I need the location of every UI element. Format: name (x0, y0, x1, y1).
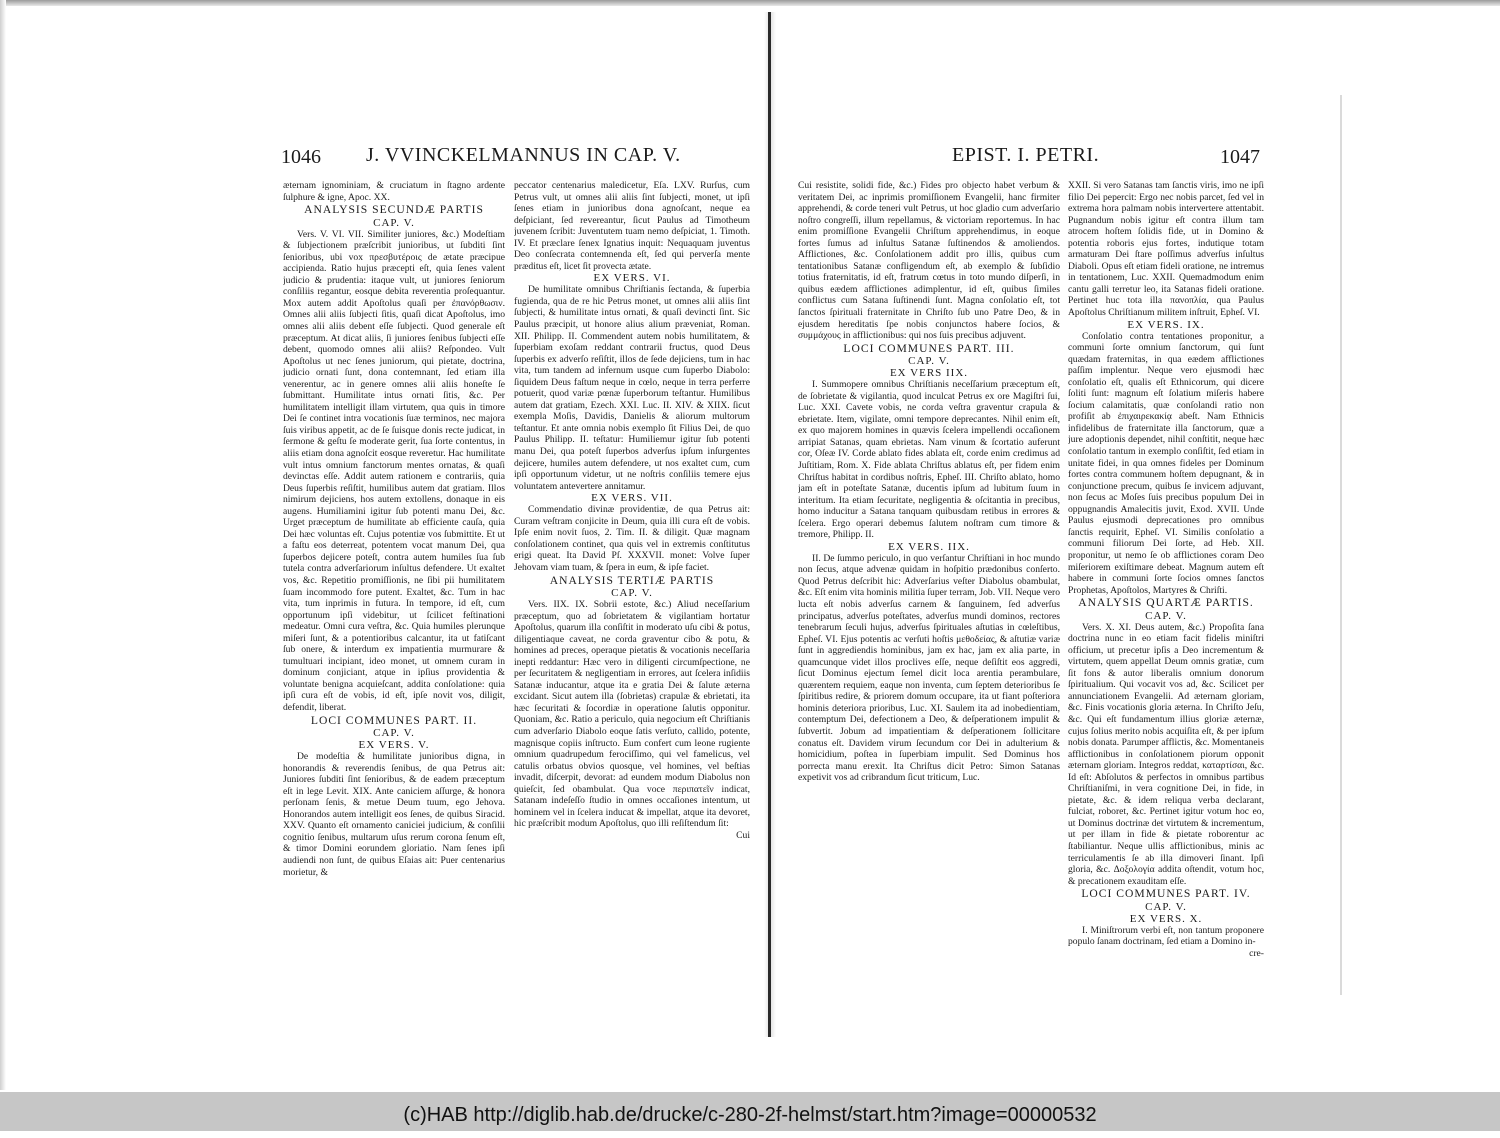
paragraph: Vers. V. VI. VII. Similiter juniores, &c.) Modeſtiam & ſubjectionem præſcribit junioribus, ut ſubditi ſint ſenioribus, ubi vox πρεσβυτέροις de ætate præcipue accipienda. Ratio hujus præcepti eſt, quia ſenes valent judicio & prudentia: itaque vult, ut juniores ſeniorum conſiliis regantur, eosque debita reverentia proſequantur. Mox autem addit Apoſtolus quaſi per ἐπανόρθωσιν. Omnes alii aliis ſubjecti ſitis, quaſi dicat Apoſtolus, imo omnes alii aliis debent eſſe ſubjecti. Quod generale eſt præceptum. At dicat aliis, ſi juniores ſenibus ſubjecti eſſe debent, quomodo omnes alii aliis? Reſpondeo. Vult Apoſtolus ut nec ſenes juniorum, qui pietate, doctrina, judicio ornati ſunt, dona contemnant, ſed etiam illa venerentur, ac in genere omnes alii aliis honeſte ſe ſubmittant. Humilitate intus ornati ſitis, &c. Per humilitatem intelligit illam virtutem, qua quis in timore Dei ſe continet intra vocationis ſuæ terminos, nec majora ſuis viribus appetit, ac de ſe ſuisque donis recte judicat, in ſermone & geſtu ſe moderate gerit, ſua ſorte contentus, in aliis etiam dona agnoſcit eosque reveretur. Hac humilitate vult intus omnium fanctorum mentes ornatas, & quaſi devinctas eſſe. Addit autem rationem e contrariis, quia Deus ſuperbis reſiſtit, humilibus autem dat gratiam. Illos nimirum dejiciens, hos autem extollens, donaque in eis augens. Humiliamini igitur ſub potenti manu Dei, &c. Urget præceptum de humilitate ab efficiente cauſa, quia Dei hæc voluntas eſt. Cujus potentiæ vos ſubmittite. Et ut a faſtu eos deterreat, potentem vocat manum Dei, qua ſuperbos dejicere poteſt, contra autem humiles ſua ſub tutela contra adverſariorum inſultus defendere. Ut exaltet vos, &c. Repetitio promiſſionis, ne ſibi pii humilitatem ſuam incommodo fore putent. Exaltet, &c. Tum in hac vita, tum inprimis in futura. In tempore, id eſt, cum opportunum ipſi videbitur, ut ſcilicet feſtinationi medeatur. Omni cura veſtra, &c. Quia humiles plerunque miſeri ſunt, & a potentioribus calcantur, ita ut fatiſcant ſub onere, & interdum ex impatientia murmurare & tumultuari incipiant, ideo monet, ut omnem curam in dominum conjiciant, atque in ipſius providentia & voluntate benigna acquieſcant, addita conſolatione: quia ipſi cura eſt de vobis, id eſt, ipſe novit vos, diligit, defendit, liberat. (283, 228, 505, 714)
paragraph: Vers. X. XI. Deus autem, &c.) Propoſita ſana doctrina nunc in eo etiam facit fidelis miniſtri officium, ut precetur ipſis a Deo incrementum & virtutem, quem appellat Deum omnis gratiæ, cum ſit fons & autor liberalis omnium donorum ſpiritualium. Qui vocavit vos ad, &c. Scilicet per annunciationem Evangelii. Ad æternam gloriam, &c. Finis vocationis gloria æterna. In Chriſto Jeſu, &c. Qui eſt fundamentum illius gloriæ æternæ, cujus ſolius merito nobis acquiſita eſt, & per ipſum nobis donata. Parumper afflictis, &c. Momentaneis afflictionibus in conſolationem piorum opponit æternam gloriam. Integros reddat, καταρτίσαι, &c. Id eſt: Abſolutos & perfectos in omnibus partibus Chriſtianiſmi, in vera cognitione Dei, in fide, in pietate, &c. & idem reliqua verba declarant, fulciat, roboret, &c. Pertinet igitur votum hoc eo, ut Dominus doctrinæ det virtutem & incrementum, ut per illam in fide & pietate roborentur ac ſtabiliantur. Neque ullis afflictionibus, minis ac terriculamentis ſe ab illa dimoveri ſinant. Ipſi gloria, &c. Δοξολογία addita oſtendit, votum hoc, & precationem exauditam eſſe. (1068, 621, 1264, 887)
paragraph: Vers. IIX. IX. Sobrii estote, &c.) Aliud neceſſarium præceptum, quo ad ſobrietatem & vigilantiam hortatur Apoſtolus, quarum illa conſiſtit in moderato uſu cibi & potus, diligentiaque caveat, ne corda graventur cibo & potu, & homines ad preces, operaque pietatis & vocationis neceſſaria inepti reddantur: Hæc vero in diligenti circumſpectione, ne per ſecuritatem & negligentiam in errores, aut ſcelera inſidiis Satanæ inducantur, atque ita e gratia Dei & ſalute æterna excidant. Sicut autem illa (ſobrietas) crapulæ & ebrietati, ita hæc ſecuritati & ſocordiæ in operatione ſalutis opponitur. Quoniam, &c. Ratio a periculo, quia negocium eſt Chriſtianis cum adverſario Diabolo eoque ſatis verſuto, callido, potente, magnisque copiis inſtructo. Eum confert cum leone rugiente omnium quadrupedum ferociſſimo, qui vel famelicus, vel catulis orbatus obvios quosque, vel homines, vel beſtias invadit, diſcerpit, devorat: ad eundem modum Diabolus non quieſcit, ſed obambulat. Qua voce περιπατεῖν indicat, Satanam indeſeſſo ſtudio in omnes occaſiones intentum, ut hominem vel in ſcelera inducat & impellat, atque ita devoret, hic præſcribit modum Apoſtolus, quo illi reſiſtendum ſit: (514, 599, 750, 830)
copyright-footer (0, 1092, 1500, 1131)
right-column-1 (798, 180, 1060, 990)
left-page (0, 0, 768, 1090)
subheading: CAP. V. (908, 355, 950, 368)
right-column-2 (1068, 180, 1264, 990)
subheading: EX VERS. VII. (591, 492, 673, 505)
subheading: CAP. V. (611, 587, 653, 599)
subheading: CAP. V. (373, 216, 415, 229)
subheading: EX VERS. IIX. (888, 540, 970, 553)
subheading: EX VERS. X. (1129, 912, 1203, 925)
section-heading: ANALYSIS TERTIÆ PARTIS (549, 573, 715, 587)
right-folio: 1047 (1220, 146, 1260, 168)
left-column-1 (283, 180, 505, 990)
paragraph: XXII. Si vero Satanas tam ſanctis viris, imo ne ipſi filio Dei pepercit: Ergo nec nobis parcet, ſed vel in extrema hora palmam nobis intervertere attentabit. Pugnandum nobis igitur eſt contra illum tam atrocem hoſtem ſolidis fide, ut in Domino & potentia roboris ejus fortes, indutique totam armaturam Dei ſtare poſſimus adverſus inſultus Diaboli. Opus eſt etiam fideli oratione, ne intremus in tentationem, Luc. XXII. Quemadmodum enim cantu galli terretur leo, ita Satanas fideli oratione. Pertinet huc tota illa πανοπλία, qua Paulus Apoſtolus Chriſtianum militem inſtruit, Epheſ. VI. (1068, 180, 1264, 319)
right-page (772, 0, 1372, 1090)
gutter-line (768, 12, 771, 1037)
catchword: cre- (1249, 947, 1264, 959)
section-heading: LOCI COMMUNES PART. IV. (1081, 887, 1251, 901)
subheading: CAP. V. (1145, 900, 1187, 913)
subheading: EX VERS. IX. (1127, 318, 1205, 331)
subheading: CAP. V. (1145, 609, 1187, 622)
right-running-head: EPIST. I. PETRI. (952, 144, 1100, 166)
left-folio: 1046 (281, 146, 321, 168)
section-heading: ANALYSIS QUARTÆ PARTIS. (1078, 596, 1254, 610)
paragraph: Commendatio divinæ providentiæ, de qua Petrus ait: Curam veſtram conjicite in Deum, quia illi cura eſt de vobis. Ipſe enim novit ſuos, 2. Tim. II. & diligit. Quæ magnam conſolationem continet, qua quis vel in extremis conſtitutus erigi queat. Ita David Pſ. XXXVII. monet: Volve ſuper Jehovam viam tuam, & ſpera in eum, & ipſe faciet. (514, 504, 750, 573)
catchword: Cui (736, 829, 750, 841)
section-heading: LOCI COMMUNES PART. II. (310, 713, 478, 727)
paragraph: æternam ignominiam, & cruciatum in ſtagno ardente ſulphure & igne, Apoc. XX. (283, 180, 505, 203)
paragraph: De humilitate omnibus Chriſtianis ſectanda, & ſuperbia fugienda, qua de re hic Petrus monet, ut omnes alii aliis ſint ſubjecti, & humilitate intus ornati, & quaſi devincti ſint. Sic Paulus præcipit, ut honore alius alium præveniat, Roman. XII. Philipp. II. Commendent autem nobis humilitatem, & ſuperbiam exoſam reddant contrarii fructus, quod Deus ſuperbis ex adverſo reſiſtit, illos de ſede dejiciens, tum in hac vita, tum tandem ad infernum usque cum ſuperbo Diabolo: ſiquidem Deus faſtum neque in cœlo, neque in terra perferre potuerit, quod variæ pœnæ ſuperborum teſtantur. Humilibus autem dat gratiam, Ezech. XXI. Luc. II. XIV. & XIIX. ſicut exempla Moſis, Davidis, Danielis & aliorum multorum teſtantur. Et ante omnia nobis exemplo ſit Filius Dei, de quo Paulus Philipp. II. teſtatur: Humiliemur igitur ſub potenti manu Dei, qua poteſt ſuperbos adverſus ipſum inſurgentes dejicere, humiles autem defendere, ut nos exaltet cum, cum ipſi opportunum videtur, ut ne noſtris conſiliis temere ejus voluntatem antevertere annitamur. (514, 284, 750, 492)
paragraph: I. Summopere omnibus Chriſtianis neceſſarium præceptum eſt, de ſobrietate & vigilantia, quod inculcat Petrus ex ore Magiſtri ſui, Luc. XXI. Cavete vobis, ne corda veſtra graventur crapula & ebrietate. Item, vigilate, omni tempore deprecantes. Nihil enim eſt, ex quo majorem homines in quævis ſcelera impellendi occaſionem arripiat Satanas, quam ebrietas. Nam vinum & ſcortatio auferunt cor, Oſeæ IV. Corde ablato fides ablata eſt, corde enim credimus ad Juſtitiam, Rom. X. Fide ablata Chriſtus ablatus eſt, per fidem enim Chriſtus habitat in cordibus noſtris, Epheſ. III. Chriſto ablato, homo jam eſt in poteſtate Satanæ, ducentis ipſum ad lubitum ſuum in interitum. Ita etiam ſecuritate, negligentia & oſcitantia in precibus, homo inducitur a Satana tanquam quibusdam retibus in errores & ſcelera. Ergo operari debemus ſalutem noſtram cum timore & tremore, Philipp. II. (798, 379, 1060, 541)
paragraph: I. Miniſtrorum verbi eſt, non tantum proponere populo ſanam doctrinam, ſed etiam a Domino in- (1068, 924, 1264, 948)
subheading: EX VERS. VI. (593, 272, 671, 285)
paragraph: peccator centenarius maledicetur, Eſa. LXV. Rurſus, cum Petrus vult, ut omnes alii aliis ſint ſubjecti, monet, ut ipſi ſenes etiam in junioribus dona agnoſcant, neque ea deſpiciant, ſed revereantur, ſicut Paulus ad Timotheum juvenem ſcribit: Juventutem tuam nemo deſpiciat, 1. Timoth. IV. Et præclare ſenex Ignatius inquit: Nequaquam juventus Deo conſecrata contemnenda eſt, ſed qui perverſa mente præditus eſt, licet ſit provecta ætate. (514, 180, 750, 272)
subheading: EX VERS IIX. (889, 367, 969, 380)
paragraph: Conſolatio contra tentationes proponitur, a communi ſorte omnium ſanctorum, qui ſunt quædam fraternitas, in qua eædem afflictiones paſſim implentur. Neque vero ejusmodi hæc conſolatio eſt, qualis eſt Ethnicorum, qui dicere ſoliti ſunt: magnum eſt ſolatium miſeris habere ſocium calamitatis, quæ conſolandi ratio non profiſit ab ἐπιχαιρεκακίᾳ abeſt. Nam Ethnicis infidelibus de fraternitate illa ſanctorum, quæ a jure adoptionis dependet, nihil conſtitit, neque hæc conſolatio tantum in exemplo conſiſtit, ſed etiam in unitate fidei, in qua omnes fideles per Dominum fortes contra communem hoſtem depugnant, & in conjunctione precum, quibus ſe invicem adjuvant, non ſecus ac Moſes ſuis precibus populum Dei in oppugnandis Amalecitis juvit, Exod. XVII. Unde Paulus ejusmodi deprecationes pro omnibus ſanctis requirit, Epheſ. VI. Similis conſolatio a communi filiorum Dei ſorte, ad Heb. XII. proponitur, ut nemo ſe ob afflictiones coram Deo miſeriorem exiſtimare debeat. Magnum autem eſt habere in communi ſorte ſocios omnes ſanctos Prophetas, Apoſtolos, Martyres & Chriſti. (1068, 330, 1264, 596)
paragraph: De modeſtia & humilitate junioribus digna, in honorandis & reverendis ſenibus, de qua Petrus ait: Juniores ſubditi ſint ſenioribus, & de eadem præceptum eſt in lege Levit. XIX. Ante caniciem aſſurge, & honora perſonam ſenis, & metue Deum tuum, ego Jehova. Honorandos autem intelligit eos ſenes, de quibus Siracid. XXV. Quanto eſt ornamento caniciei judicium, & conſilii cognitio ſenibus, multarum uſus rerum corona ſenum eſt, & timor Domini eorundem gloriatio. Nam ſenes ipſi audiendi non ſunt, de quibus Eſaias ait: Puer centenarius morietur, & (283, 751, 505, 878)
paragraph: Cui resistite, solidi fide, &c.) Fides pro objecto habet verbum & veritatem Dei, ac inprimis promiſſionem Evangelii, hanc firmiter apprehendi, & corde teneri vult Petrus, ut hoc gladio cum adverſario noſtro congreſſi, illum repellamus, & victoriam reportemus. In hac enim promiſſione Evangelii Chriſtum apprehendimus, in eoque fortes ſumus ad inſultus Satanæ ſuſtinendos & amoliendos. Afflictiones, &c. Conſolationem addit pro illis, quibus cum tentationibus Satanæ confligendum eſt, ab exemplo & ſubſidio totius fraternitatis, id eſt, fratrum cœtus in toto mundo diſperſi, in quibus eædem afflictiones adimplentur, id eſt, quibus ſimiles conflictus cum Satana ſuſtinendi ſunt. Magna conſolatio eſt, tot ſanctos ſpirituali fraternitate in Chriſto ſub uno Patre Deo, & in ejusdem hereditatis ſpe nobis conjunctos habere ſocios, & συμμάχους in afflictionibus: qui nos ſuis precibus adjuvent. (798, 180, 1060, 342)
subheading: EX VERS. V. (358, 739, 430, 752)
paragraph: II. De ſummo periculo, in quo verſantur Chriſtiani in hoc mundo non ſecus, atque advenæ quidam in hoſpitio prædonibus conſerto. Quod Petrus deſcribit hic: Adverſarius veſter Diabolus obambulat, &c. Eſt enim vita hominis militia ſuper terram, Job. VII. Neque vero lucta eſt nobis adverſus carnem & ſanguinem, ſed adverſus principatus, adverſus poteſtates, adverſus mundi dominos, rectores tenebrarum ſeculi hujus, adverſus ſpirituales aſtutias in cœleſtibus, Epheſ. VI. Ejus potentis ac verſuti hoſtis μεθοδείας, & aſtutiæ variæ ſunt in aggrediendis hominibus, jam ex hac, jam ex alia parte, in quamcunque videt illos proclives eſſe, neque deſiſtit eos aggredi, ſicut Dominus ejectum ſemel dicit loca arentia perambulare, quærentem requiem, eaque non inventa, cum ſeptem deterioribus ſe ſpiritibus redire, & priorem domum occupare, ita ut fiant poſteriora hominis deteriora prioribus, Luc. XI. Saulem ita ad inobedientiam, contemptum Dei, defectionem a Deo, & deſperationem impulit & ſubvertit. Jobum ad impatientiam & deſperationem ſollicitare conatus eſt. Davidem virum ſecundum cor Dei in adulterium & homicidium, poſtea in ſuperbiam impulit. Sed Dominus hos porrecta manu erexit. Ita Chriſtus dicit Petro: Simon Satanas expetivit vos ad cribrandum ſicut triticum, Luc. (798, 552, 1060, 784)
left-column-2 (514, 180, 750, 990)
footer-url-text: (c)HAB http://diglib.hab.de/drucke/c-280-2f-helmst/start.htm?image=00000532 (403, 1104, 1097, 1126)
left-running-head: J. VVINCKELMANNUS IN CAP. V. (366, 144, 681, 166)
section-heading: ANALYSIS SECUNDÆ PARTIS (304, 203, 484, 217)
subheading: CAP. V. (373, 727, 415, 740)
section-heading: LOCI COMMUNES PART. III. (843, 341, 1015, 355)
